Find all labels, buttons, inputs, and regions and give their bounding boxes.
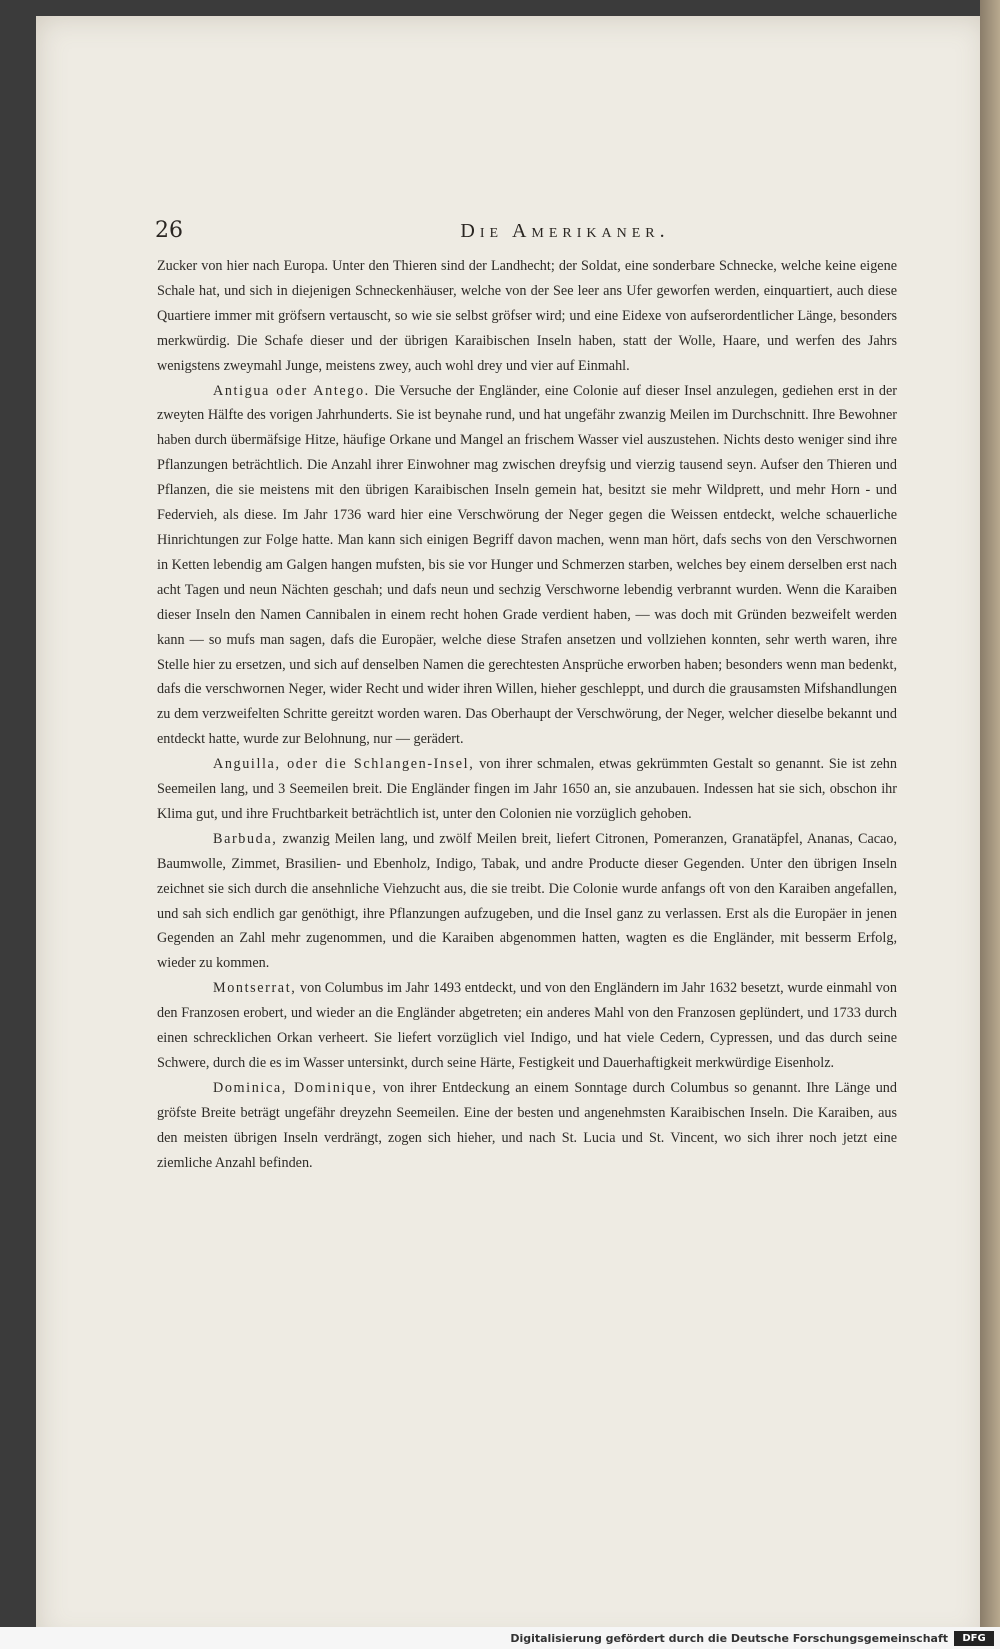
page-number: 26	[155, 218, 183, 243]
paragraph-lead: Montserrat,	[213, 980, 297, 997]
paragraph	[157, 752, 897, 827]
paragraph-lead: Dominica, Dominique,	[213, 1079, 378, 1096]
dfg-logo: DFG	[954, 1631, 994, 1646]
paragraph	[157, 379, 897, 753]
page-header	[155, 218, 895, 248]
paragraph	[157, 1076, 897, 1176]
body-text	[157, 254, 897, 1176]
paragraph-text: von Columbus im Jahr 1493 entdeckt, und von den Engländern im Jahr 1632 besetzt, wurde einmahl von den Franzosen erobert, und wieder an die Engländer abgetreten; ein anderes Mahl von den Franzosen geplündert, und 1733 durch einen schrecklichen Orkan verheert. Sie liefert vorzüglich viel Indigo, und hat viele Cedern, Cypressen, und das durch seine Schwere, durch die es im Wasser untersinkt, durch seine Härte, Festigkeit und Dauerhaftigkeit merkwürdige Eisenholz.	[157, 980, 897, 1071]
paragraph-lead: Anguilla, oder die Schlangen-Insel,	[213, 756, 475, 773]
paragraph	[157, 827, 897, 976]
book-edge	[980, 0, 1000, 1649]
paragraph-text: zwanzig Meilen lang, und zwölf Meilen breit, liefert Citronen, Pomeranzen, Granatäpfel, Ananas, Cacao, Baumwolle, Zimmet, Brasilien- und Ebenholz, Indigo, Tabak, und andre Producte dieser Gegenden. Unter den übrigen Inseln zeichnet sie sich durch die ansehnliche Viehzucht aus, die sie treibt. Die Colonie wurde anfangs oft von den Karaiben angefallen, und sah sich endlich gar genöthigt, ihre Pflanzungen aufzugeben, und die Insel ganz zu verlassen. Erst als die Europäer in jenen Gegenden an Zahl mehr zugenommen, und die Karaiben abgenommen hatten, wagten es die Engländer, mit besserm Erfolg, wieder zu kommen.	[157, 830, 897, 972]
paragraph	[157, 254, 897, 379]
paragraph	[157, 976, 897, 1076]
paragraph-lead: Antigua oder Antego.	[213, 382, 370, 399]
footer-credit: Digitalisierung gefördert durch die Deutsche Forschungsgemeinschaft	[510, 1632, 948, 1645]
running-title: Die Amerikaner.	[460, 220, 670, 242]
footer-bar	[0, 1627, 1000, 1649]
paragraph-text: Zucker von hier nach Europa. Unter den Thieren sind der Landhecht; der Soldat, eine sonderbare Schnecke, welche keine eigene Schale hat, und sich in diejenigen Schneckenhäuser, welche von der See leer ans Ufer geworfen werden, einquartiert, auch diese Quartiere immer mit gröfsern vertauscht, so wie sie selbst gröfser wird; und eine Eidexe von aufserordentlicher Länge, besonders merkwürdig. Die Schafe dieser und der übrigen Karaibischen Inseln haben, statt der Wolle, Haare, und werfen des Jahrs wenigstens zweymahl Junge, meistens zwey, auch wohl drey und vier auf Einmahl.	[157, 258, 897, 374]
paragraph-text: Die Versuche der Engländer, eine Colonie auf dieser Insel anzulegen, gediehen erst in der zweyten Hälfte des vorigen Jahrhunderts. Sie ist beynahe rund, und hat ungefähr zwanzig Meilen im Durchschnitt. Ihre Bewohner haben durch übermäfsige Hitze, häufige Orkane und Mangel an frischem Wasser viel auszustehen. Nichts desto weniger sind ihre Pflanzungen beträchtlich. Die Anzahl ihrer Einwohner mag zwischen dreyfsig und vierzig tausend seyn. Aufser den Thieren und Pflanzen, die sie meistens mit den übrigen Karaibischen Inseln gemein hat, besitzt sie mehr Wildprett, und mehr Horn - und Federvieh, als diese. Im Jahr 1736 ward hier eine Verschwörung der Neger gegen die Weissen entdeckt, welche schauerliche Hinrichtungen zur Folge hatte. Man kann sich einigen Begriff davon machen, wenn man hört, dafs sechs von den Verschwornen in Ketten lebendig am Galgen hangen mufsten, bis sie vor Hunger und Schmerzen starben, welches bey einem derselben erst nach acht Tagen und neun Nächten geschah; und dafs neun und sechzig Verschworne lebendig verbrannt wurden. Wenn die Karaiben dieser Inseln den Namen Cannibalen in einem recht hohen Grade verdient haben, — was doch mit Gründen bezweifelt werden kann — so mufs man sagen, dafs die Europäer, welche diese Strafen ansetzen und vollziehen konnten, sehr werth waren, ihre Stelle hier zu ersetzen, und sich auf denselben Namen die gerechtesten Ansprüche erworben haben; besonders wenn man bedenkt, dafs die verschwornen Neger, wider Recht und wider ihren Willen, hieher geschleppt, und durch die grausamsten Mifshandlungen zu dem verzweifelten Schritte gereitzt worden waren. Das Oberhaupt der Verschwörung, der Neger, welcher dieselbe bekannt und entdeckt hatte, wurde zur Belohnung, nur — gerädert.	[157, 382, 897, 748]
paragraph-text: von ihrer schmalen, etwas gekrümmten Gestalt so genannt. Sie ist zehn Seemeilen lang, und 3 Seemeilen breit. Die Engländer fingen im Jahr 1650 an, sie anzubauen. Indessen hat sie sich, obschon ihr Klima gut, und ihre Fruchtbarkeit beträchtlich ist, unter den Colonien nie vorzüglich gehoben.	[157, 756, 897, 822]
paragraph-text: von ihrer Entdeckung an einem Sonntage durch Columbus so genannt. Ihre Länge und gröfste Breite beträgt ungefähr dreyzehn Seemeilen. Eine der besten und angenehmsten Karaibischen Inseln. Die Karaiben, aus den meisten übrigen Inseln verdrängt, zogen sich hieher, und nach St. Lucia und St. Vincent, wo sich ihrer noch jetzt eine ziemliche Anzahl befinden.	[157, 1079, 897, 1171]
paragraph-lead: Barbuda,	[213, 830, 278, 847]
